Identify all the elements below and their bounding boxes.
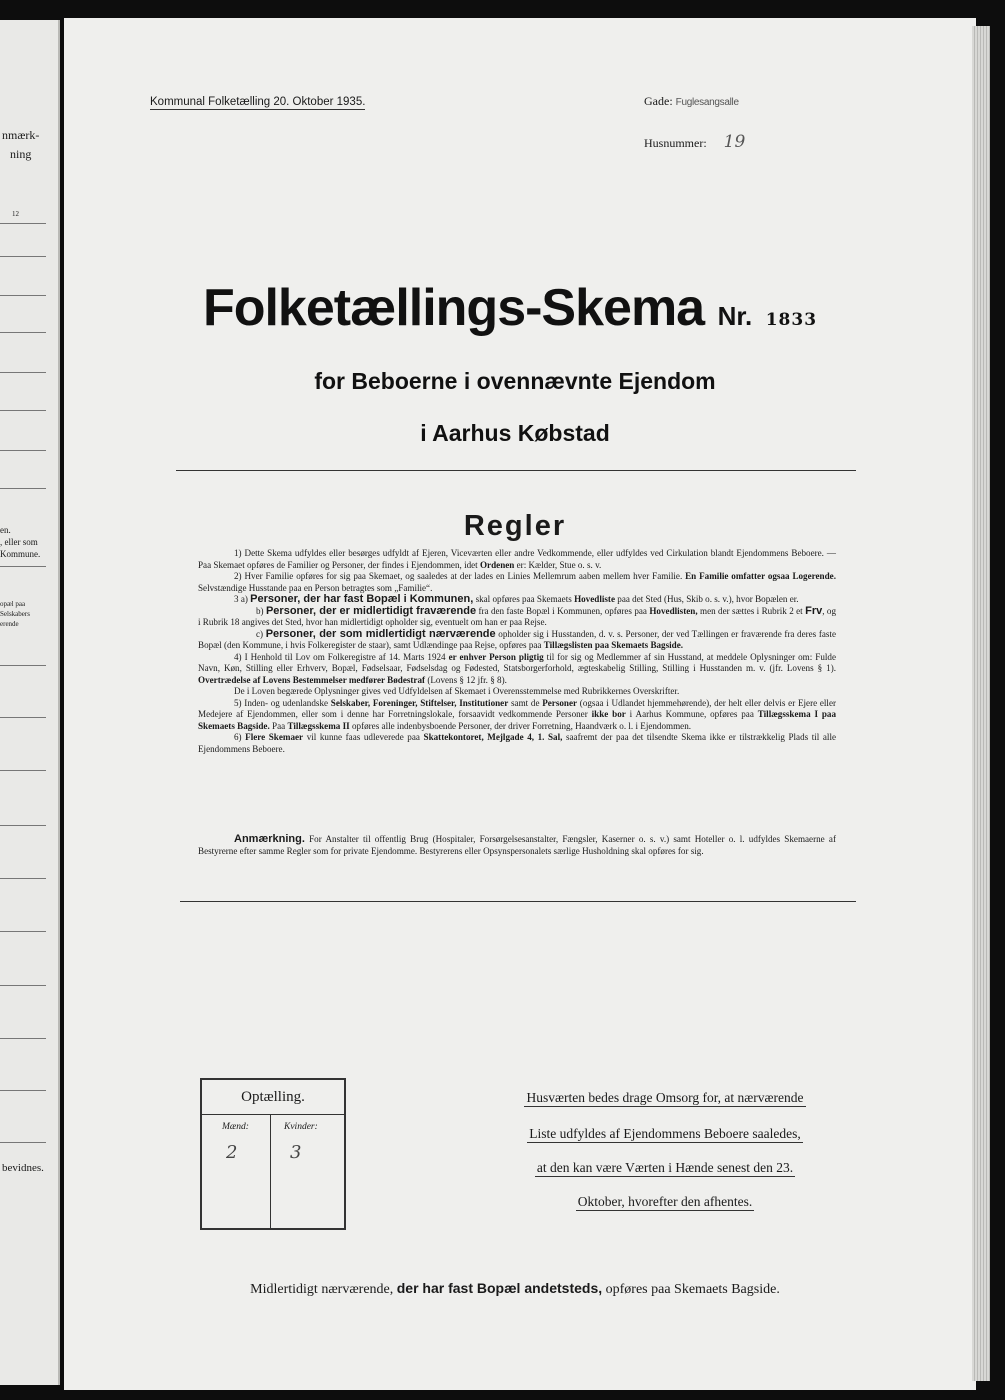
form-subtitle-1: for Beboerne i ovennævnte Ejendom (314, 368, 716, 394)
maend-value: 2 (226, 1142, 238, 1163)
anmaerkning-text (198, 834, 836, 857)
rule-3a: 3 a) Personer, der har fast Bopæl i Kommunen, skal opføres paa Skemaets Hovedliste paa det Sted (Hus, Skib o. s. v.), hvor Bopælen er. (234, 593, 799, 605)
left-rule (0, 488, 46, 489)
census-header (150, 96, 365, 108)
left-rule (0, 717, 46, 718)
note-line-2: Liste udfyldes af Ejendommens Beboere saaledes, (529, 1126, 801, 1141)
note-line-4: Oktober, hvorefter den afhentes. (577, 1194, 753, 1209)
left-fragment: 12 (12, 210, 19, 218)
left-rule (0, 825, 46, 826)
husnummer-label: Husnummer: (644, 136, 707, 150)
left-rule (0, 566, 46, 567)
rules-text (198, 548, 836, 755)
left-fragment: erende (0, 620, 19, 628)
form-number-label: Nr. (717, 301, 753, 331)
left-fragment: Kommune. (0, 549, 41, 559)
left-rule (0, 665, 46, 666)
left-fragment: nmærk- (2, 128, 40, 142)
gade-field (644, 94, 739, 109)
left-rule (0, 295, 46, 296)
optaelling-title: Optælling. (202, 1080, 344, 1115)
rule-1: 1) Dette Skema udfyldes eller besørges udfyldt af Ejeren, Viceværten eller andre Vedkommende, eller udfyldes ved Cirkulation blandt Ejendommens Beboere. — Paa Skemaet opføres de Familier og Personer, der findes i Ejendommen, idet Ordenen er: Kælder, Stue o. s. v. (198, 548, 836, 570)
left-rule (0, 223, 46, 224)
previous-page-edge (0, 20, 60, 1385)
maend-label: Mænd: (222, 1122, 249, 1132)
left-rule (0, 1090, 46, 1091)
rule-6: 6) Flere Skemaer vil kunne faas udleverede paa Skattekontoret, Mejlgade 4, 1. Sal, saafremt der paa det tilsendte Skema ikke er tilstrækkelig Plads til alle Ejendommens Beboere. (198, 732, 837, 754)
rule-5: 5) Inden- og udenlandske Selskaber, Foreninger, Stiftelser, Institutioner samt de Personer (ogsaa i Udlandet hjemmehørende), der helt eller delvis er Ejere eller Medejere af Ejendommen, eller som i denne har Forretningslokale, forsaavidt vedkommende Personer ikke bor i Aarhus Kommune, opføres paa Tillægsskema I paa Skemaets Bagside. Paa Tillægsskema II opføres alle indenbysboende Personer, der driver Forretning, Haandværk o. l. i Ejendommen. (198, 697, 837, 731)
left-rule (0, 1038, 46, 1039)
gade-label: Gade: (644, 94, 673, 108)
left-rule (0, 372, 46, 373)
rule-3b: b) Personer, der er midlertidigt fraværende fra den faste Bopæl i Kommunen, opføres paa Hovedlisten, men der sættes i Rubrik 2 et Frv, og i Rubrik 18 angives det Sted, hvor han midlertidigt opholder sig, eventuelt om han er paa Rejse. (198, 604, 836, 627)
kvinder-label: Kvinder: (284, 1122, 318, 1132)
left-rule (0, 770, 46, 771)
rule-4-cont: De i Loven begærede Oplysninger gives ved Udfyldelsen af Skemaet i Overensstemmelse med Rubrikkernes Overskrifter. (234, 686, 680, 696)
rule-4: 4) I Henhold til Lov om Folkeregistre af 14. Marts 1924 er enhver Person pligtig til for sig og Medlemmer af sin Husstand, at meddele Oplysninger om: Fulde Navn, Køn, Stilling eller Erhverv, Bopæl, Fødselsaar, Fødselsdag og Fødested, Statsborgerforhold, ægteskabelig Stilling, Stilling i Husstanden m. v. (jfr. Lovens § 1). Overtrædelse af Lovens Bestemmelser medfører Bødestraf (Lovens § 12 jfr. § 8). (198, 651, 836, 685)
left-rule (0, 931, 46, 932)
left-rule (0, 450, 46, 451)
rule-2: 2) Hver Familie opføres for sig paa Skemaet, og saaledes at der lades en Linies Mellemrum aaben mellem hver Familie. En Familie omfatter ogsaa Logerende. Selvstændige Husstande paa en Person betragtes som „Familie“. (198, 571, 836, 593)
footer-note: Midlertidigt nærværende, der har fast Bopæl andetsteds, opføres paa Skemaets Bagside. (250, 1280, 780, 1297)
left-rule (0, 332, 46, 333)
rule-3c: c) Personer, der som midlertidigt nærværende opholder sig i Husstanden, d. v. s. Personer, der ved Tællingen er fraværende fra deres faste Bopæl (den Kommune, i hvis Folkeregister de staar), samt Udlændinge paa Rejse, opføres paa Tillægslisten paa Skemaets Bagside. (198, 627, 836, 650)
form-title-main: Folketællings-Skema (202, 279, 705, 337)
left-rule (0, 1142, 46, 1143)
form-number-value: 1833 (765, 310, 818, 330)
note-line-1: Husværten bedes drage Omsorg for, at nærværende (526, 1090, 804, 1105)
left-rule (0, 256, 46, 257)
left-fragment: en. (0, 525, 11, 535)
divider (180, 901, 856, 902)
kvinder-value: 3 (290, 1142, 302, 1163)
rules-heading: Regler (463, 510, 567, 542)
left-fragment: Selskabers (0, 610, 30, 618)
left-rule (0, 985, 46, 986)
gade-value: Fuglesangsalle (675, 97, 739, 108)
anmaerkning-body: For Anstalter til offentlig Brug (Hospitaler, Forsørgelsesanstalter, Fængsler, Kaserner o. s. v.) samt Hoteller o. l. udfyldes Skemaerne af Bestyrerne efter samme Regler som for private Ejendomme. Bestyrerens eller Opsynspersonalets særlige Husholdning skal opføres for sig. (198, 834, 836, 856)
note-line-3: at den kan være Værten i Hænde senest den 23. (536, 1160, 794, 1175)
form-title (110, 278, 910, 338)
anmaerkning-label: Anmærkning. (234, 833, 305, 845)
optaelling-box (200, 1078, 346, 1230)
divider (176, 470, 856, 471)
left-rule (0, 878, 46, 879)
form-subtitle-2: i Aarhus Købstad (420, 420, 610, 446)
left-fragment: ning (10, 147, 32, 161)
census-date-line: Kommunal Folketælling 20. Oktober 1935. (150, 96, 366, 108)
husnummer-value: 19 (723, 132, 746, 152)
husnummer-field (644, 132, 745, 152)
left-fragment: , eller som (0, 537, 38, 547)
page-stack-edge (972, 26, 990, 1381)
left-fragment: opæl paa (0, 600, 26, 608)
left-fragment: bevidnes. (2, 1162, 44, 1174)
left-rule (0, 410, 46, 411)
